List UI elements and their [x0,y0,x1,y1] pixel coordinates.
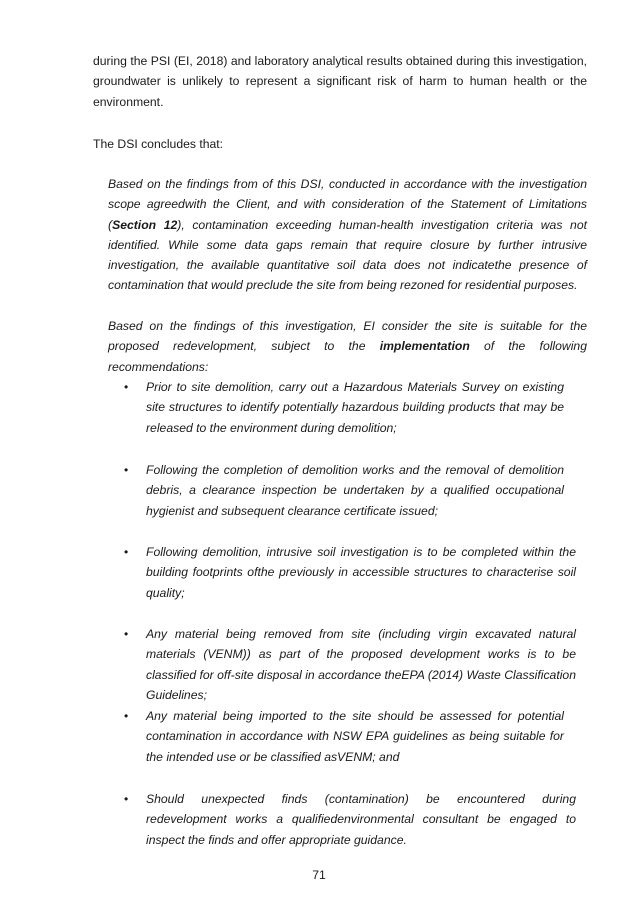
list-item [124,789,576,850]
list-item [124,706,564,767]
recommendation-text: Should unexpected finds (contamination) be encountered during redevelopment works a qualifiedenvironmental consultant be engaged to inspect the finds and offer appropriate guidance. [146,792,576,847]
recommendation-text: Any material being removed from site (including virgin excavated natural materials (VENM)) as part of the proposed development works is to be classified for off-site disposal in accordance theEPA (2014) Waste Classification Guidelines; [146,627,576,702]
bullet-icon: • [124,545,129,559]
bullet-icon: • [124,463,129,477]
list-item [124,624,576,705]
bullet-icon: • [124,380,129,394]
quoted-conclusion-1 [108,174,587,296]
quote-2-text-b: of the following recommendations: [108,339,587,374]
page-number: 71 [312,868,326,882]
bullet-icon: • [124,792,129,806]
quote-2-text-a: Based on the findings of this investigation, EI consider the site is suitable for the proposed redevelopment, subject to the [108,319,587,354]
recommendation-text: Following demolition, intrusive soil investigation is to be completed within the building footprints ofthe previously in accessible structures to characterise soil quality; [146,545,576,600]
recommendation-text: Prior to site demolition, carry out a Hazardous Materials Survey on existing site structures to identify potentially hazardous building products that may be released to the environment during demolition; [146,380,564,435]
quoted-conclusion-2 [108,316,587,377]
section-reference: Section 12 [112,217,178,232]
bullet-icon: • [124,627,129,641]
conclusion-intro: The DSI concludes that: [93,137,224,151]
recommendation-text: Any material being imported to the site should be assessed for potential contamination in accordance with NSW EPA guidelines as being suitable for the intended use or be classified asVENM; and [146,709,564,764]
list-item [124,542,576,603]
recommendation-text: Following the completion of demolition works and the removal of demolition debris, a clearance inspection be undertaken by a qualified occupational hygienist and subsequent clearance certificate issued; [146,463,564,518]
list-item [124,377,564,438]
implementation-emphasis: implementation [379,339,470,354]
quote-1-text-a: Based on the findings from of this DSI, conducted in accordance with the investigation scope agreedwith the Client, and with consideration of the Statement of Limitations ( [108,177,587,232]
list-item [124,460,564,521]
intro-paragraph: during the PSI (EI, 2018) and laboratory analytical results obtained during this investigation, groundwater is unlikely to represent a significant risk of harm to human health or the environment. [93,54,587,109]
bullet-icon: • [124,709,129,723]
quote-1-text-b: ), contamination exceeding human-health investigation criteria was not identified. While some data gaps remain that require closure by further intrusive investigation, the available quantitative soil data does not indicatethe presence of contamination that would preclude the site from being rezoned for residential purposes. [108,217,587,293]
